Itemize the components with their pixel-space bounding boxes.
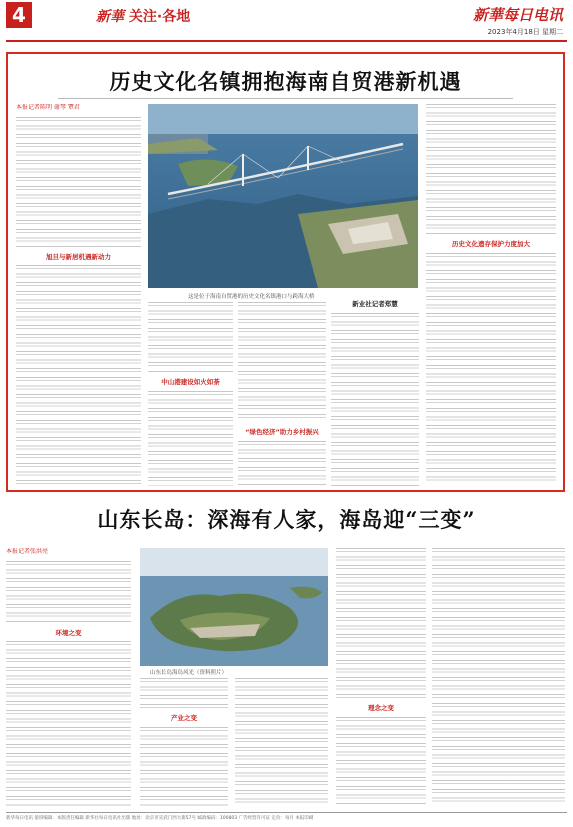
article2-column-1: [6, 548, 131, 806]
article2-column-5: [432, 548, 565, 806]
article1-headline[interactable]: 历史文化名镇拥抱海南自贸港新机遇: [109, 69, 462, 94]
text-block: [148, 302, 233, 372]
text-block: [331, 313, 419, 486]
page-header: [0, 0, 573, 44]
article2-byline: 本报记者张洪亮: [6, 548, 49, 555]
text-block: [432, 548, 565, 804]
section-brand: 新華: [96, 9, 124, 25]
subhead: 中山港建设如火如荼: [161, 378, 220, 386]
article1-column-4: [331, 294, 419, 486]
featured-article-frame: [6, 52, 565, 492]
subhead: 理念之变: [368, 704, 394, 712]
text-block: [148, 391, 233, 486]
issue-date: 2023年4月18日 星期二: [487, 28, 563, 36]
subhead: 环境之变: [55, 628, 82, 637]
article2-column-3: [235, 678, 328, 806]
island-aerial-image: [140, 548, 328, 666]
text-block: [140, 727, 228, 806]
text-block: [238, 302, 326, 422]
text-block: [426, 253, 556, 483]
text-block: [336, 548, 426, 698]
article1-column-5: [426, 104, 556, 486]
text-block: [336, 717, 426, 805]
article1-byline: 本报记者陈明 谢琴 覃君: [16, 104, 80, 111]
masthead: [473, 4, 563, 37]
article2-column-2: [140, 678, 228, 806]
text-block: [235, 678, 328, 803]
article1-column-1: [16, 104, 141, 486]
article2-photo: [140, 548, 328, 666]
article1-column-3: [238, 302, 326, 486]
text-block: [6, 561, 131, 623]
article1-photo-caption: 这是位于海南自贸港的历史文化名镇港口与跨海大桥: [188, 294, 315, 300]
article1-photo: [148, 104, 418, 288]
subhead: 旭旦与新居机遇新动力: [46, 252, 111, 261]
page-footer: 新华每日电讯 值班编辑：本版责任编辑 新华社每日电讯社出版 地址：北京市宣武门西大街57号 邮政编码：100803 广告经营许可证 定价：每月 本报印刷: [6, 812, 567, 821]
text-block: [426, 104, 556, 234]
text-block: [238, 441, 326, 486]
text-block: [6, 641, 131, 806]
headline-rule: [58, 98, 513, 99]
header-rule: [6, 40, 567, 42]
text-block: [16, 117, 141, 247]
subhead: 产业之变: [171, 714, 197, 722]
article2-photo-caption: 山东长岛海岛风光（资料照片）: [150, 670, 228, 676]
subhead: 历史文化遗存保护力度加大: [452, 240, 530, 248]
text-block: [16, 265, 141, 486]
section-name: 关注·各地: [128, 9, 191, 25]
subhead: “绿色经济”助力乡村振兴: [245, 428, 319, 436]
article1-column-2: [148, 302, 233, 486]
article2-column-4: [336, 548, 426, 806]
section-title: [96, 6, 190, 26]
article2-headline[interactable]: 山东长岛：深海有人家，海岛迎“三变”: [97, 507, 476, 532]
harbor-bridge-image: [148, 104, 418, 288]
page-number: 4: [6, 2, 32, 28]
subhead: 新业社记者郑慧: [352, 300, 398, 308]
paper-name: 新華每日电讯: [472, 6, 563, 24]
text-block: [140, 678, 228, 708]
